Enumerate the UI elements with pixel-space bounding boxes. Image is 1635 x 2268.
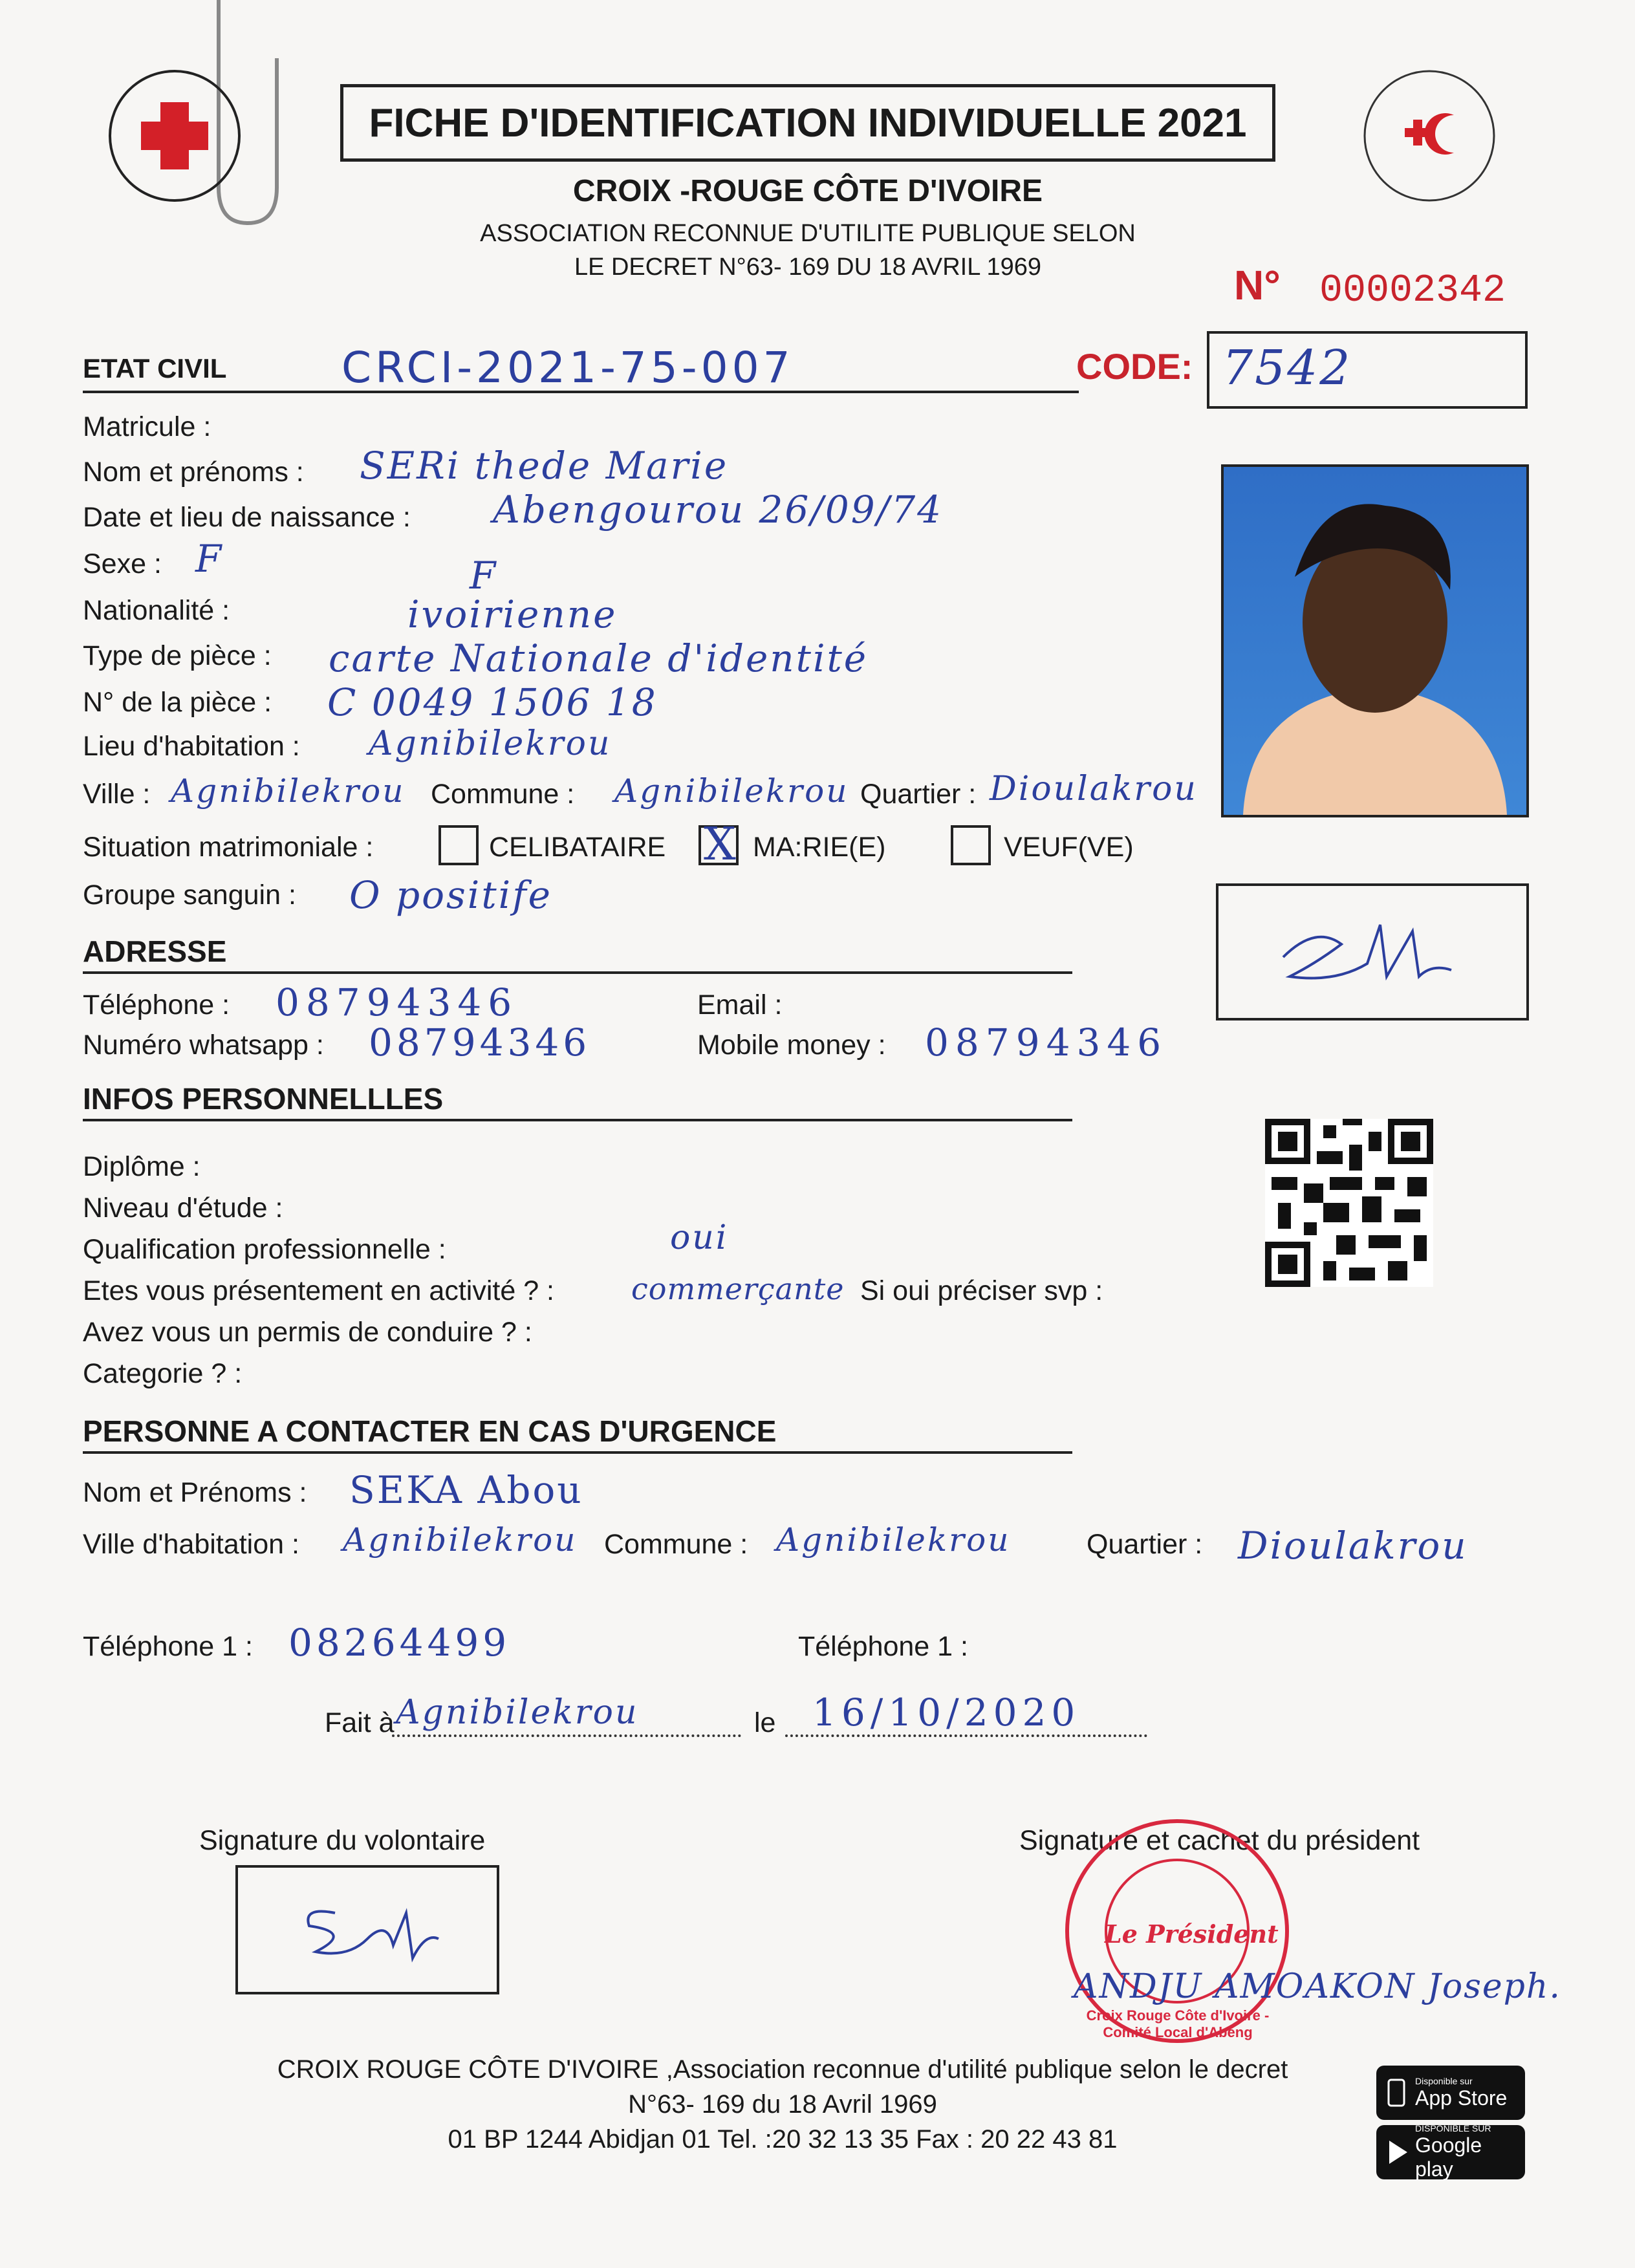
nationalite-value: ivoirienne bbox=[407, 592, 618, 636]
marie-label: MA:RIE(E) bbox=[753, 832, 886, 863]
habitation-value: Agnibilekrou bbox=[369, 724, 612, 763]
urgence-rule bbox=[83, 1451, 1072, 1454]
commune-value: Agnibilekrou bbox=[614, 772, 849, 810]
type-piece-value: carte Nationale d'identité bbox=[329, 636, 869, 680]
mobile-money-value: 08794346 bbox=[925, 1021, 1168, 1064]
qualification-label: Qualification professionnelle : bbox=[83, 1234, 446, 1265]
urgence-tel1-label: Téléphone 1 : bbox=[83, 1631, 253, 1662]
nom-value: SERi thede Marie bbox=[360, 444, 729, 488]
adresse-rule bbox=[83, 971, 1072, 974]
ville-value: Agnibilekrou bbox=[171, 772, 406, 810]
groupe-value: O positife bbox=[349, 873, 552, 917]
fait-label: Fait à bbox=[325, 1707, 395, 1738]
person-portrait-icon bbox=[1224, 467, 1526, 815]
urgence-title: PERSONNE A CONTACTER EN CAS D'URGENCE bbox=[83, 1414, 777, 1448]
commune-label: Commune : bbox=[431, 779, 575, 810]
urgence-commune-value: Agnibilekrou bbox=[776, 1521, 1011, 1559]
matricule-value: CRCI-2021-75-007 bbox=[341, 343, 794, 393]
etat-civil-title: ETAT CIVIL bbox=[83, 353, 227, 383]
fait-place-dots bbox=[392, 1734, 741, 1737]
categorie-label: Categorie ? : bbox=[83, 1358, 243, 1389]
org-name: CROIX -ROUGE CÔTE D'IVOIRE bbox=[572, 174, 1043, 208]
activite-value: commerçante bbox=[631, 1271, 845, 1306]
infos-title: INFOS PERSONNELLLES bbox=[83, 1082, 444, 1116]
president-name: ANDJU AMOAKON Joseph. bbox=[1074, 1967, 1561, 2006]
stamp-ring-text: Croix Rouge Côte d'Ivoire - Comité Local d'Abeng bbox=[1086, 2007, 1270, 2040]
google-play-small: DISPONIBLE SUR bbox=[1415, 2123, 1491, 2133]
type-piece-label: Type de pièce : bbox=[83, 640, 272, 671]
app-store-badge[interactable] bbox=[1376, 2066, 1525, 2120]
volontaire-label: Signature du volontaire bbox=[199, 1825, 486, 1856]
situation-label: Situation matrimoniale : bbox=[83, 832, 374, 863]
qr-code-icon bbox=[1265, 1119, 1433, 1287]
app-store-label: App Store bbox=[1415, 2086, 1508, 2110]
serial-number: 00002342 bbox=[1319, 269, 1506, 313]
fait-place: Agnibilekrou bbox=[396, 1693, 639, 1732]
infos-rule bbox=[83, 1119, 1072, 1121]
stamp-title: Le Président bbox=[1105, 1919, 1279, 1949]
code-value: 7542 bbox=[1222, 340, 1352, 396]
volontaire-signature-box bbox=[235, 1865, 499, 1994]
mobile-money-label: Mobile money : bbox=[697, 1030, 886, 1061]
urgence-ville-value: Agnibilekrou bbox=[343, 1521, 578, 1559]
app-store-small: Disponible sur bbox=[1415, 2075, 1473, 2086]
num-piece-label: N° de la pièce : bbox=[83, 687, 272, 718]
urgence-ville-label: Ville d'habitation : bbox=[83, 1529, 299, 1560]
president-label: Signature et cachet du président bbox=[1019, 1825, 1420, 1856]
diplome-label: Diplôme : bbox=[83, 1151, 200, 1182]
nationalite-label: Nationalité : bbox=[83, 595, 230, 626]
urgence-nom-label: Nom et Prénoms : bbox=[83, 1477, 307, 1508]
email-label: Email : bbox=[697, 989, 783, 1021]
footer-line-3: 01 BP 1244 Abidjan 01 Tel. :20 32 13 35 Fax : 20 22 43 81 bbox=[448, 2125, 1118, 2154]
sexe-value: F bbox=[195, 537, 224, 581]
urgence-quartier-label: Quartier : bbox=[1087, 1529, 1203, 1560]
naissance-label: Date et lieu de naissance : bbox=[83, 502, 411, 533]
urgence-tel2-label: Téléphone 1 : bbox=[798, 1631, 968, 1662]
croix-rouge-logo bbox=[103, 65, 246, 207]
sexe-label: Sexe : bbox=[83, 548, 162, 579]
nom-label: Nom et prénoms : bbox=[83, 457, 304, 488]
naissance-value: Abengourou 26/09/74 bbox=[493, 488, 944, 532]
precise-label: Si oui préciser svp : bbox=[860, 1275, 1103, 1306]
whatsapp-value: 08794346 bbox=[369, 1021, 591, 1064]
urgence-nom-value: SEKA Abou bbox=[349, 1468, 583, 1512]
urgence-quartier-value: Dioulakrou bbox=[1238, 1524, 1468, 1568]
quartier-value: Dioulakrou bbox=[990, 770, 1198, 808]
assoc-line-2: LE DECRET N°63- 169 DU 18 AVRIL 1969 bbox=[574, 254, 1042, 281]
celibataire-label: CELIBATAIRE bbox=[489, 832, 666, 863]
holder-signature-icon bbox=[1218, 886, 1526, 1018]
footer-line-1: CROIX ROUGE CÔTE D'IVOIRE ,Association reconnue d'utilité publique selon le decret bbox=[277, 2055, 1288, 2084]
niveau-label: Niveau d'étude : bbox=[83, 1193, 283, 1224]
red-cross-crescent-icon bbox=[1358, 65, 1500, 207]
veuf-label: VEUF(VE) bbox=[1004, 832, 1134, 863]
fait-date-dots bbox=[785, 1734, 1147, 1737]
urgence-tel1-value: 08264499 bbox=[288, 1621, 511, 1665]
play-triangle-icon bbox=[1387, 2139, 1409, 2165]
google-play-badge[interactable] bbox=[1376, 2125, 1525, 2179]
urgence-commune-label: Commune : bbox=[604, 1529, 748, 1560]
code-label: CODE: bbox=[1076, 346, 1193, 387]
form-title: FICHE D'IDENTIFICATION INDIVIDUELLE 2021 bbox=[369, 100, 1247, 146]
fait-date: 16/10/2020 bbox=[812, 1690, 1081, 1734]
groupe-label: Groupe sanguin : bbox=[83, 880, 296, 911]
quartier-label: Quartier : bbox=[860, 779, 977, 810]
telephone-label: Téléphone : bbox=[83, 989, 230, 1021]
holder-signature-box bbox=[1216, 883, 1529, 1021]
permis-label: Avez vous un permis de conduire ? : bbox=[83, 1317, 532, 1348]
marie-check-mark: X bbox=[704, 817, 738, 870]
footer-line-2: N°63- 169 du 18 Avril 1969 bbox=[628, 2090, 937, 2119]
serial-label: N° bbox=[1234, 262, 1281, 308]
telephone-value: 08794346 bbox=[276, 980, 519, 1024]
sexe-extra-value: F bbox=[470, 554, 498, 598]
activite-answer: oui bbox=[670, 1218, 729, 1257]
assoc-line-1: ASSOCIATION RECONNUE D'UTILITE PUBLIQUE SELON bbox=[480, 220, 1136, 247]
whatsapp-label: Numéro whatsapp : bbox=[83, 1030, 324, 1061]
celibataire-checkbox[interactable] bbox=[439, 825, 479, 865]
ville-label: Ville : bbox=[83, 779, 151, 810]
activite-label: Etes vous présentement en activité ? : bbox=[83, 1275, 555, 1306]
matricule-label: Matricule : bbox=[83, 411, 211, 442]
id-photo bbox=[1221, 464, 1529, 817]
volontaire-signature-icon bbox=[238, 1868, 497, 1992]
num-piece-value: C 0049 1506 18 bbox=[327, 680, 658, 724]
red-cross-emblem-icon bbox=[103, 65, 246, 207]
google-play-label: Google play bbox=[1415, 2133, 1482, 2181]
form-title-box bbox=[340, 84, 1275, 162]
adresse-title: ADRESSE bbox=[83, 934, 227, 968]
habitation-label: Lieu d'habitation : bbox=[83, 731, 300, 762]
phone-icon bbox=[1387, 2079, 1406, 2107]
veuf-checkbox[interactable] bbox=[951, 825, 991, 865]
movement-international-logo bbox=[1358, 65, 1500, 207]
le-label: le bbox=[754, 1707, 776, 1738]
